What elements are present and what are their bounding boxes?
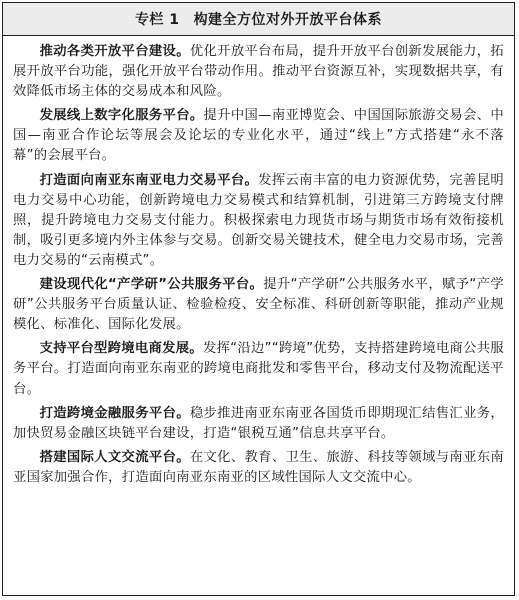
paragraph-lead: 打造面向南亚东南亚电力交易平台。 [39, 172, 259, 188]
box-title: 构建全方位对外开放平台体系 [193, 12, 383, 28]
box-title-bar [3, 3, 514, 36]
box-label: 专栏 1 [134, 12, 180, 28]
paragraph [13, 275, 504, 335]
paragraph-body: 发挥云南丰富的电力资源优势，完善昆明电力交易中心功能，创新跨境电力交易模式和结算机制，引进第三方跨境支付牌照，提升跨境电力交易支付能力。积极探索电力现货市场与期货市场有效衔接机制，吸引更多境内外主体参与交易。创新交易关键技术，健全电力交易市场，完善电力交易的“云南模式”。 [13, 172, 504, 268]
paragraph-lead: 建设现代化“产学研”公共服务平台。 [39, 277, 264, 293]
paragraph-lead: 推动各类开放平台建设。 [39, 44, 190, 59]
column-box [2, 2, 515, 596]
paragraph-body: 在文化、教育、卫生、旅游、科技等领域与南亚东南亚国家加强合作，打造面向南亚东南亚的区域性国际人文交流中心。 [13, 449, 504, 485]
paragraph-body: 稳步推进南亚东南亚各国货币即期现汇结售汇业务，加快贸易金融区块链平台建设，打造“银税互通”信息共享平台。 [13, 405, 504, 441]
paragraph-body: 发挥“沿边”“跨境”优势，支持搭建跨境电商公共服务平台。打造面向南亚东南亚的跨境电商批发和零售平台，移动支付及物流配送平台。 [13, 341, 504, 397]
paragraph [13, 404, 504, 444]
paragraph [13, 339, 504, 399]
paragraph-lead: 搭建国际人文交流平台。 [39, 449, 190, 465]
paragraph-body: 优化开放平台布局，提升开放平台创新发展能力，拓展开放平台功能，强化开放平台带动作用。推动平台资源互补，实现数据共享，有效降低市场主体的交易成本和风险。 [13, 44, 504, 100]
paragraph [13, 171, 504, 271]
paragraph [13, 106, 504, 166]
paragraph-body: 提升中国—南亚博览会、中国国际旅游交易会、中国—南亚合作论坛等展会及论坛的专业化水平，通过“线上”方式搭建“永不落幕”的会展平台。 [13, 108, 504, 164]
paragraph [13, 448, 504, 488]
paragraph-body: 提升“产学研”公共服务水平，赋予“产学研”公共服务平台质量认证、检验检疫、安全标准、科研创新等职能，推动产业规模化、标准化、国际化发展。 [13, 277, 504, 333]
paragraph [13, 42, 504, 102]
box-content [3, 37, 514, 595]
paragraph-lead: 打造跨境金融服务平台。 [39, 405, 190, 421]
paragraph-lead: 支持平台型跨境电商发展。 [39, 341, 203, 357]
paragraph-lead: 发展线上数字化服务平台。 [39, 108, 204, 124]
